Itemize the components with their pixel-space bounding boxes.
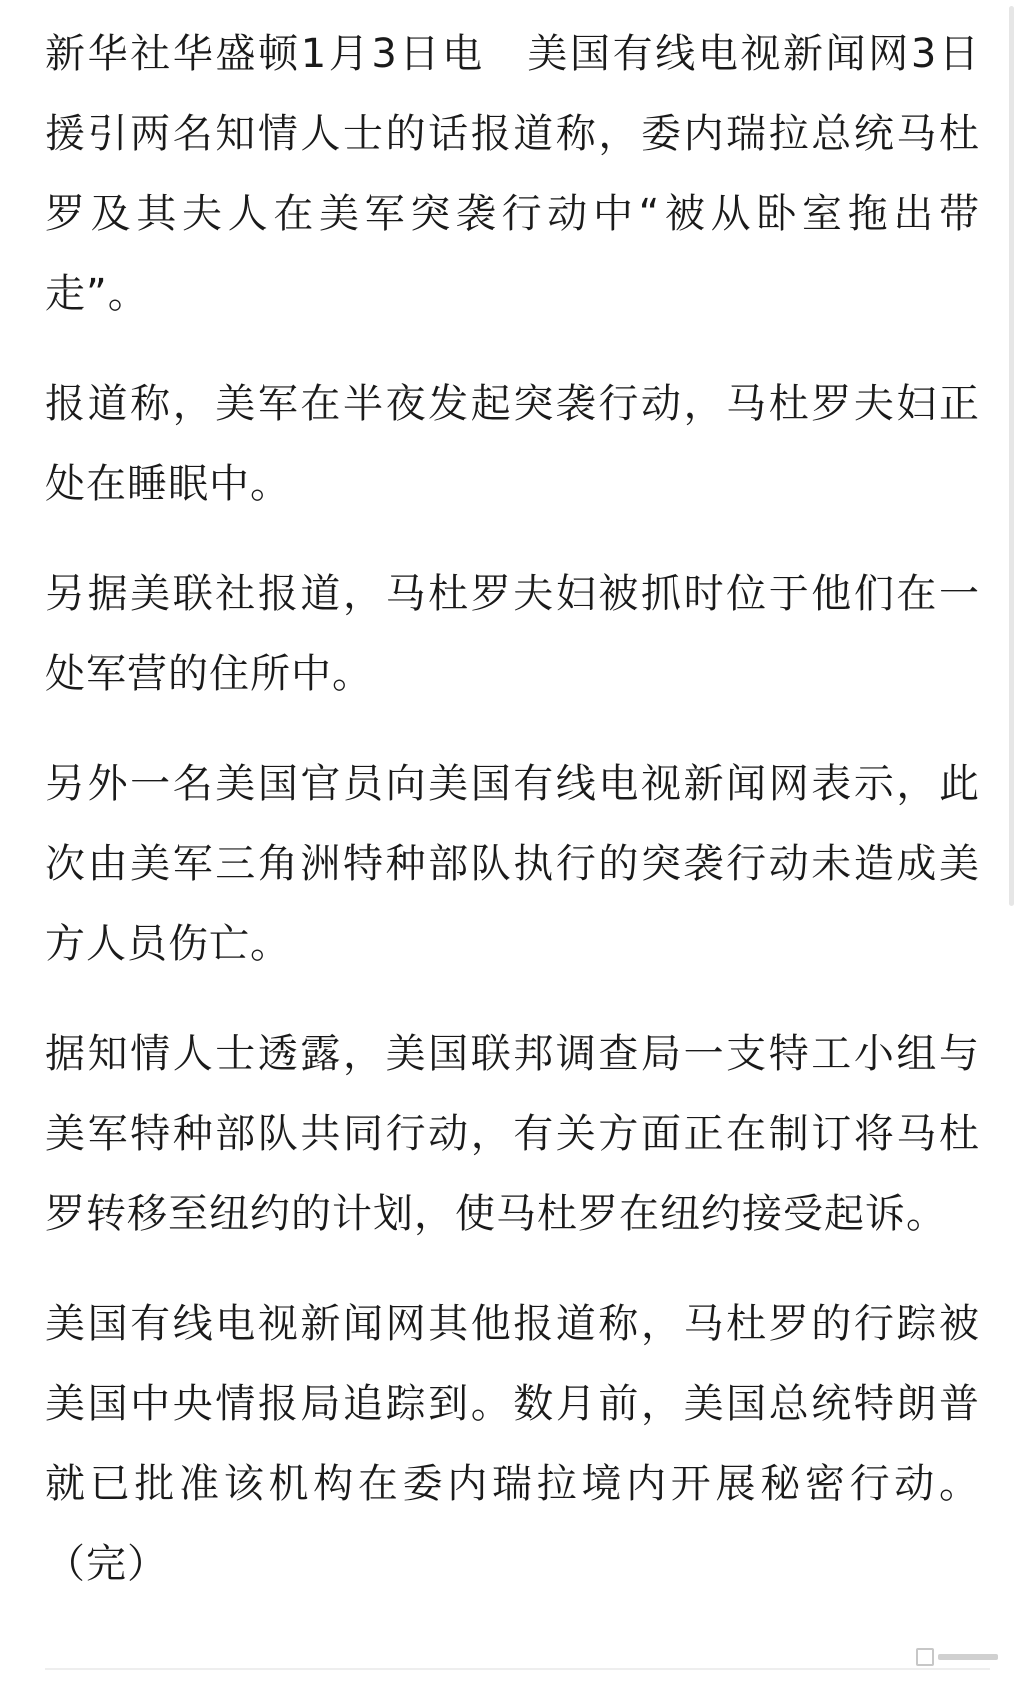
watermark-icon [916,1646,998,1668]
article-paragraph-4: 另外一名美国官员向美国有线电视新闻网表示，此次由美军三角洲特种部队执行的突袭行动未造成美方人员伤亡。 [45,761,980,967]
article-paragraph-3: 另据美联社报道，马杜罗夫妇被抓时位于他们在一处军营的住所中。 [45,571,980,697]
bottom-divider [45,1668,990,1670]
article-paragraph-6: 美国有线电视新闻网其他报道称，马杜罗的行踪被美国中央情报局追踪到。数月前，美国总统特朗普就已批准该机构在委内瑞拉境内开展秘密行动。（完） [45,1301,980,1587]
article-body [45,14,980,1634]
article-paragraph-1: 新华社华盛顿1月3日电 美国有线电视新闻网3日援引两名知情人士的话报道称，委内瑞拉总统马杜罗及其夫人在美军突袭行动中“被从卧室拖出带走”。 [45,31,980,317]
scrollbar-thumb[interactable] [1009,6,1014,906]
watermark-bar-icon [938,1654,998,1660]
article-paragraph-5: 据知情人士透露，美国联邦调查局一支特工小组与美军特种部队共同行动，有关方面正在制订将马杜罗转移至纽约的计划，使马杜罗在纽约接受起诉。 [45,1031,980,1237]
article-paragraph-2: 报道称，美军在半夜发起突袭行动，马杜罗夫妇正处在睡眠中。 [45,381,980,507]
watermark-box-icon [916,1648,934,1666]
